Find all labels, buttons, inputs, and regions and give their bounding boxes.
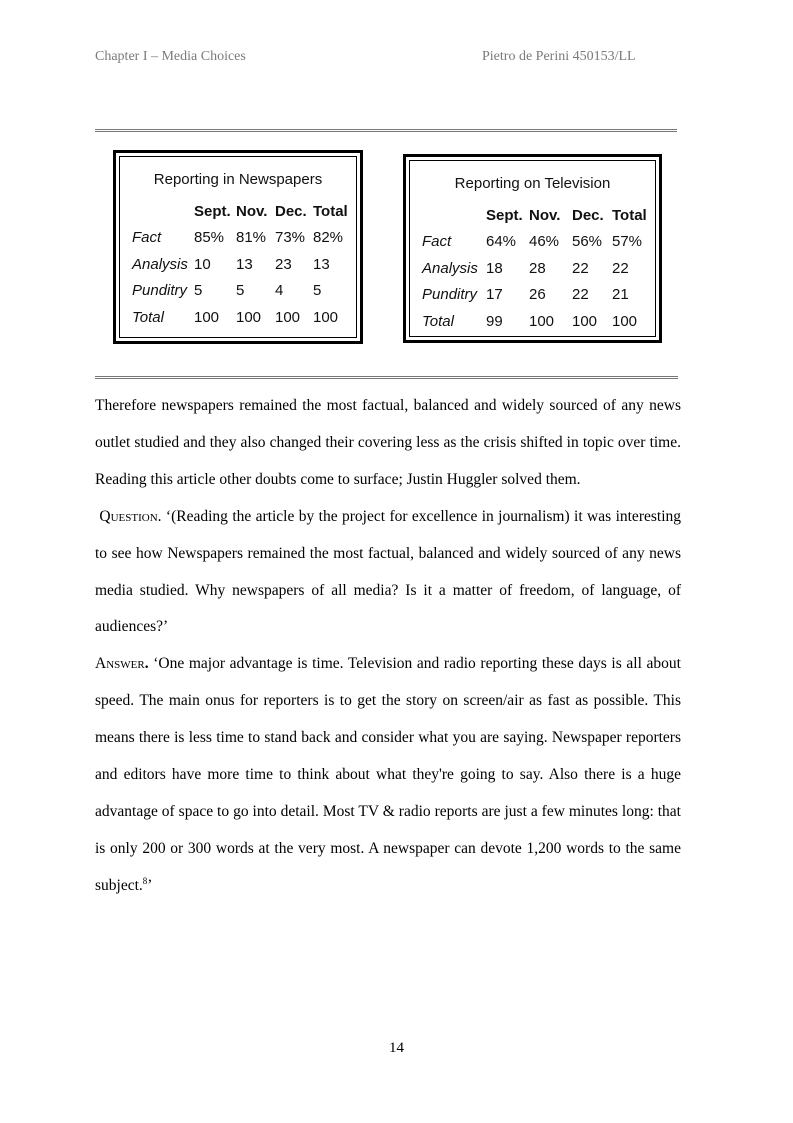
row-label: Fact xyxy=(422,233,452,251)
running-header-author: Pietro de Perini 450153/LL xyxy=(482,49,636,64)
row-label: Punditry xyxy=(132,282,188,300)
table-cell: 13 xyxy=(236,255,253,273)
television-table-figure xyxy=(403,154,662,343)
footnote-reference[interactable]: 8 xyxy=(142,875,148,886)
table-cell: 22 xyxy=(572,259,589,277)
table-cell: 26 xyxy=(529,286,546,304)
table-cell: 21 xyxy=(612,286,629,304)
table-cell: 100 xyxy=(572,312,598,330)
table-cell: 73% xyxy=(275,229,306,247)
newspapers-table-title: Reporting in Newspapers xyxy=(153,171,323,188)
row-label: Analysis xyxy=(422,259,478,277)
column-header: Dec. xyxy=(572,206,604,224)
row-label: Total xyxy=(422,312,454,330)
answer-period: . xyxy=(144,655,149,673)
table-cell: 85% xyxy=(194,229,225,247)
column-header xyxy=(132,198,194,225)
row-label: Punditry xyxy=(422,286,478,304)
table-cell: 46% xyxy=(529,233,560,251)
table-cell: 100 xyxy=(529,312,555,330)
table-cell: 57% xyxy=(612,233,643,251)
answer-label: Answer xyxy=(95,655,145,673)
newspapers-table xyxy=(132,198,353,331)
table-cell: 100 xyxy=(612,312,638,330)
column-header: Sept. xyxy=(194,202,231,220)
table-cell: 22 xyxy=(572,286,589,304)
paragraph-answer xyxy=(95,646,681,904)
table-cell: 4 xyxy=(275,282,284,300)
page-number: 14 xyxy=(389,1040,404,1056)
table-header-row xyxy=(422,202,652,229)
table-cell: 13 xyxy=(313,255,330,273)
body-text xyxy=(95,388,681,905)
paragraph-question xyxy=(95,499,681,647)
question-text: . ‘(Reading the article by the project for excellence in journalism) it was interesting to see how Newspapers remained the most factual, balanced and widely sourced of any news media studied. Why newspapers of all media? Is it a matter of freedom, of language, of audiences?’ xyxy=(95,507,681,636)
television-table-title: Reporting on Television xyxy=(454,175,611,192)
closing-quote: ’ xyxy=(147,876,153,894)
table-row xyxy=(132,251,353,278)
table-cell: 81% xyxy=(236,229,267,247)
table-cell: 82% xyxy=(313,229,344,247)
television-table xyxy=(422,202,652,335)
table-cell: 100 xyxy=(275,308,301,326)
table-cell: 99 xyxy=(486,312,503,330)
table-cell: 28 xyxy=(529,259,546,277)
column-header: Total xyxy=(612,206,647,224)
running-header-chapter: Chapter I – Media Choices xyxy=(95,49,246,64)
row-label: Analysis xyxy=(132,255,188,273)
column-header xyxy=(422,202,486,229)
answer-text: ‘One major advantage is time. Television and radio reporting these days is all about speed. The main onus for reporters is to get the story on screen/air as fast as possible. This means there is less time to stand back and consider what you are saying. Newspaper reporters and editors have more time to think about what they're going to say. Also there is a huge advantage of space to go into detail. Most TV & radio reports are just a few minutes long: that is only 200 or 300 words at the very most. A newspaper can devote 1,200 words to the same subject. xyxy=(95,655,681,894)
column-header: Dec. xyxy=(275,202,307,220)
question-label: Question xyxy=(99,507,158,525)
newspapers-table-figure xyxy=(113,150,363,344)
top-rule xyxy=(95,129,677,132)
table-row xyxy=(132,304,353,331)
column-header: Nov. xyxy=(236,202,268,220)
bottom-rule xyxy=(95,376,678,379)
table-row xyxy=(132,278,353,305)
table-cell: 100 xyxy=(194,308,220,326)
table-row xyxy=(132,225,353,252)
table-cell: 64% xyxy=(486,233,517,251)
table-header-row xyxy=(132,198,353,225)
table-cell: 5 xyxy=(236,282,245,300)
row-label: Total xyxy=(132,308,164,326)
column-header: Nov. xyxy=(529,206,561,224)
table-cell: 10 xyxy=(194,255,211,273)
table-cell: 23 xyxy=(275,255,292,273)
table-cell: 5 xyxy=(194,282,203,300)
table-cell: 100 xyxy=(313,308,339,326)
column-header: Total xyxy=(313,202,348,220)
column-header: Sept. xyxy=(486,206,523,224)
table-cell: 56% xyxy=(572,233,603,251)
table-cell: 100 xyxy=(236,308,262,326)
table-cell: 5 xyxy=(313,282,322,300)
table-cell: 22 xyxy=(612,259,629,277)
table-row xyxy=(422,255,652,282)
paragraph-intro: Therefore newspapers remained the most factual, balanced and widely sourced of any news outlet studied and they also changed their covering less as the crisis shifted in topic over time. Reading this article other doubts come to surface; Justin Huggler solved them. xyxy=(95,397,681,488)
table-row xyxy=(422,308,652,335)
table-row xyxy=(422,282,652,309)
table-cell: 17 xyxy=(486,286,503,304)
table-row xyxy=(422,229,652,256)
table-cell: 18 xyxy=(486,259,503,277)
row-label: Fact xyxy=(132,229,162,247)
